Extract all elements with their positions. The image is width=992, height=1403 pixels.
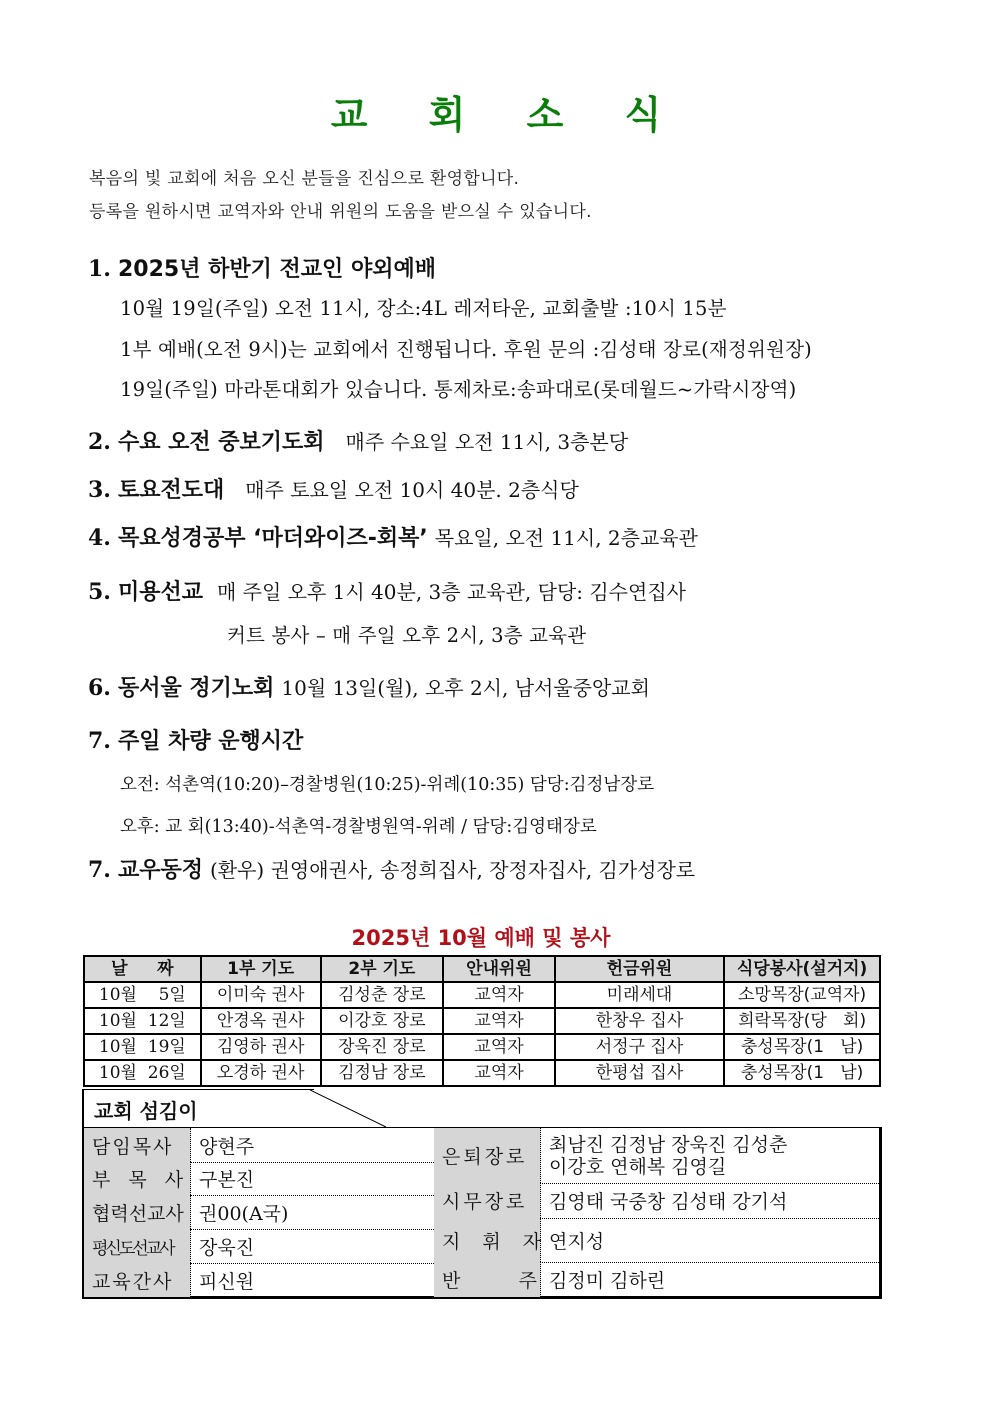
staff-value: 구본진	[199, 1169, 255, 1191]
announcement-2: 2. 수요 오전 중보기도회 매주 수요일 오전 11시, 3층본당	[88, 429, 629, 455]
staff-row	[434, 1262, 879, 1297]
cell-date: 10월 19일	[84, 1034, 201, 1060]
table-row	[84, 982, 880, 1008]
announcement-1-title: 2025년 하반기 전교인 야외예배	[117, 257, 436, 282]
staff-value-line: 이강호 연해복 김영길	[549, 1155, 727, 1178]
staff-right-column	[434, 1128, 879, 1296]
staff-value-line: 최남진 김정남 장욱진 김성춘	[549, 1133, 788, 1156]
staff-value: 연지성	[549, 1230, 605, 1253]
staff-row	[84, 1263, 434, 1297]
cell-kitchen: 소망목장(교역자)	[724, 982, 880, 1008]
announcement-6-title: 동서울 정기노회	[117, 676, 275, 701]
staff-label: 지 휘 자	[434, 1218, 541, 1262]
cell-prayer-1: 오경하 권사	[201, 1060, 321, 1086]
cell-usher: 교역자	[443, 1034, 555, 1060]
announcement-1-detail-2: 1부 예배(오전 9시)는 교회에서 진행됩니다. 후원 문의 :김성태 장로(재정위원장)	[120, 338, 812, 361]
cell-offering: 한창우 집사	[555, 1008, 724, 1034]
schedule-table	[83, 955, 881, 1087]
cell-date: 10월 26일	[84, 1060, 201, 1086]
header-prayer-1: 1부 기도	[201, 956, 321, 982]
staff-table	[82, 1127, 882, 1299]
table-row	[84, 1008, 880, 1034]
staff-label: 협력선교사	[84, 1195, 191, 1229]
staff-value: 양현주	[199, 1135, 255, 1158]
cell-kitchen: 충성목장(1 남)	[724, 1060, 880, 1086]
table-row	[84, 1034, 880, 1060]
schedule-header-row	[84, 956, 880, 982]
announcement-4: 4. 목요성경공부 ‘마더와이즈-회복’ 목요일, 오전 11시, 2층교육관	[88, 525, 698, 551]
shuttle-afternoon: 오후: 교 회(13:40)-석촌역-경찰병원역-위례 / 담당:김영태장로	[120, 817, 597, 837]
announcement-8: 7. 교우동정 (환우) 권영애권사, 송정희집사, 장정자집사, 김가성장로	[88, 857, 696, 883]
cell-date: 10월 5일	[84, 982, 201, 1008]
header-offering: 헌금위원	[555, 956, 724, 982]
cell-usher: 교역자	[443, 1060, 555, 1086]
announcement-3: 3. 토요전도대 매주 토요일 오전 10시 40분. 2층식당	[88, 477, 579, 503]
announcement-6-detail: 10월 13일(월), 오후 2시, 남서울중앙교회	[281, 676, 650, 700]
announcement-6: 6. 동서울 정기노회 10월 13일(월), 오후 2시, 남서울중앙교회	[88, 675, 650, 701]
announcement-4-detail: 목요일, 오전 11시, 2층교육관	[434, 526, 698, 550]
shuttle-morning: 오전: 석촌역(10:20)–경찰병원(10:25)-위례(10:35) 담당:김정남장로	[120, 775, 655, 795]
cell-prayer-2: 김성춘 장로	[321, 982, 444, 1008]
announcement-8-title: 교우동정	[117, 858, 203, 883]
cell-prayer-1: 이미숙 권사	[201, 982, 321, 1008]
header-kitchen: 식당봉사(설거지)	[724, 956, 880, 982]
table-row	[84, 1060, 880, 1086]
staff-row	[434, 1128, 879, 1184]
staff-row	[84, 1162, 434, 1196]
cell-date: 10월 12일	[84, 1008, 201, 1034]
tab-diagonal-divider	[310, 1089, 390, 1129]
staff-label: 평신도선교사	[84, 1229, 191, 1263]
page-title: 교 회 소 식	[330, 93, 686, 137]
announcement-5-detail: 매 주일 오후 1시 40분, 3층 교육관, 담당: 김수연집사	[216, 580, 686, 604]
staff-row	[84, 1229, 434, 1264]
announcement-5-detail-2: 커트 봉사 – 매 주일 오후 2시, 3층 교육관	[227, 624, 587, 647]
announcement-2-detail: 매주 수요일 오전 11시, 3층본당	[345, 430, 629, 454]
staff-title: 교회 섬김이	[94, 1099, 198, 1123]
announcement-3-title: 토요전도대	[117, 478, 225, 503]
staff-value: 피신원	[199, 1270, 255, 1293]
staff-label: 은퇴장로	[434, 1128, 541, 1183]
cell-prayer-2: 이강호 장로	[321, 1008, 444, 1034]
welcome-line-1: 복음의 빛 교회에 처음 오신 분들을 진심으로 환영합니다.	[89, 169, 520, 189]
announcement-4-title: 목요성경공부 ‘마더와이즈-회복’	[117, 526, 428, 551]
announcement-2-title: 수요 오전 중보기도회	[117, 430, 325, 455]
announcement-7-heading: 7. 주일 차량 운행시간	[88, 728, 304, 754]
header-prayer-2: 2부 기도	[321, 956, 444, 982]
announcement-1-heading: 1. 2025년 하반기 전교인 야외예배	[88, 256, 436, 282]
staff-value: 김영태 국중창 김성태 강기석	[549, 1191, 788, 1213]
staff-label: 교육간사	[84, 1263, 191, 1297]
staff-value: 장욱진	[199, 1236, 255, 1259]
cell-offering: 미래세대	[555, 982, 724, 1008]
staff-row	[434, 1183, 879, 1219]
cell-offering: 한평섭 집사	[555, 1060, 724, 1086]
staff-row	[84, 1128, 434, 1163]
cell-prayer-1: 안경옥 권사	[201, 1008, 321, 1034]
cell-kitchen: 희락목장(당 회)	[724, 1008, 880, 1034]
staff-left-column	[84, 1128, 435, 1296]
staff-value: 김정미 김하린	[549, 1270, 666, 1292]
announcement-5-title: 미용선교	[117, 580, 203, 605]
announcement-5: 5. 미용선교 매 주일 오후 1시 40분, 3층 교육관, 담당: 김수연집사	[88, 579, 686, 605]
staff-label: 시무장로	[434, 1183, 541, 1218]
cell-kitchen: 충성목장(1 남)	[724, 1034, 880, 1060]
cell-usher: 교역자	[443, 982, 555, 1008]
cell-prayer-2: 장욱진 장로	[321, 1034, 444, 1060]
announcement-1-detail-1: 10월 19일(주일) 오전 11시, 장소:4L 레저타운, 교회출발 :10시 15분	[120, 297, 727, 320]
staff-row	[434, 1218, 879, 1263]
staff-value	[541, 1128, 787, 1183]
announcement-8-detail: (환우) 권영애권사, 송정희집사, 장정자집사, 김가성장로	[209, 858, 696, 882]
staff-label: 담임목사	[84, 1128, 191, 1162]
cell-usher: 교역자	[443, 1008, 555, 1034]
cell-prayer-1: 김영하 권사	[201, 1034, 321, 1060]
staff-tab	[82, 1089, 314, 1128]
cell-offering: 서정구 집사	[555, 1034, 724, 1060]
cell-prayer-2: 김정남 장로	[321, 1060, 444, 1086]
announcement-7-title: 주일 차량 운행시간	[117, 729, 304, 754]
header-usher: 안내위원	[443, 956, 555, 982]
staff-label: 부 목 사	[84, 1162, 191, 1195]
staff-value: 권00(A국)	[199, 1202, 289, 1225]
announcement-3-detail: 매주 토요일 오전 10시 40분. 2층식당	[245, 478, 579, 502]
welcome-line-2: 등록을 원하시면 교역자와 안내 위원의 도움을 받으실 수 있습니다.	[89, 202, 592, 222]
schedule-title: 2025년 10월 예배 및 봉사	[351, 926, 611, 950]
announcement-1-detail-3: 19일(주일) 마라톤대회가 있습니다. 통제차로:송파대로(롯데월드~가락시장역)	[120, 378, 797, 401]
header-date: 날 짜	[84, 956, 201, 982]
staff-row	[84, 1195, 434, 1230]
staff-label: 반 주	[434, 1262, 541, 1297]
